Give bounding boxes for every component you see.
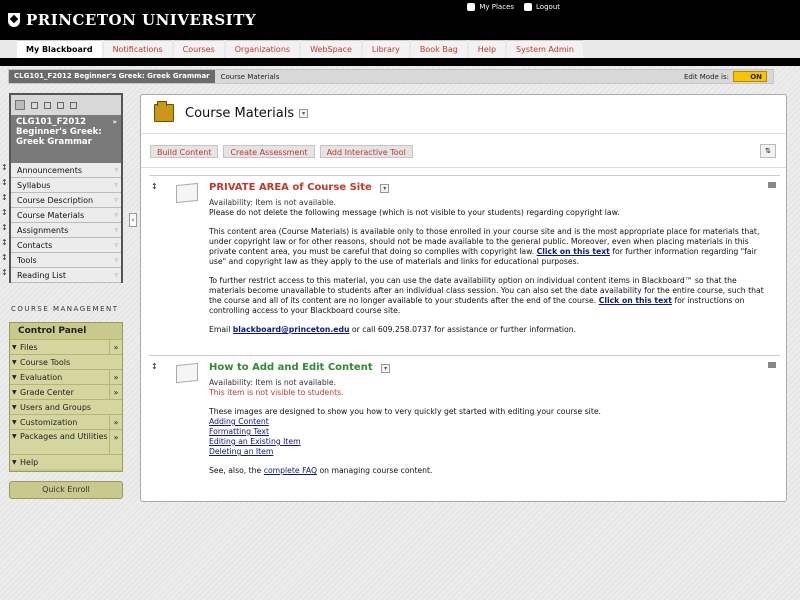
access-control-link[interactable]: Click on this text (598, 296, 672, 305)
expand-icon[interactable]: ▼ (12, 344, 17, 351)
top-header (0, 0, 800, 40)
faq-link[interactable]: complete FAQ (263, 466, 317, 475)
content-item-how-to (149, 355, 780, 487)
logout-icon (524, 3, 532, 11)
document-icon (176, 183, 198, 203)
item-body (209, 378, 769, 476)
university-name: PRINCETON UNIVERSITY (26, 11, 257, 29)
edit-mode (684, 71, 767, 82)
drag-handle-icon[interactable]: ↕ (151, 362, 158, 371)
adding-content-link[interactable]: Adding Content (209, 417, 269, 426)
tab-organizations[interactable]: Organizations (226, 40, 299, 58)
visibility-text: This item is not visible to students. (209, 388, 344, 397)
cp-item-files[interactable]: ▼ Files » (10, 339, 122, 354)
expand-icon[interactable]: ▼ (12, 433, 17, 440)
sort-icon[interactable]: ⇅ (760, 144, 776, 158)
notice-text: Please do not delete the following message (which is not visible to your students) regarding copyright law. (209, 208, 620, 217)
quick-enroll-button[interactable]: Quick Enroll (9, 481, 123, 499)
chevron-down-icon[interactable]: ▿ (114, 226, 118, 234)
expand-icon[interactable]: ▼ (12, 419, 17, 426)
sidebar-item-course-materials[interactable]: Course Materials ▿ (11, 208, 121, 223)
chevron-down-icon[interactable]: ▿ (114, 241, 118, 249)
document-icon (176, 363, 198, 383)
course-menu-chevron-icon[interactable]: » (112, 118, 117, 126)
edit-mode-label: Edit Mode is: (683, 72, 729, 81)
drag-handle-icon[interactable]: ↕ (1, 178, 8, 187)
cp-item-help[interactable]: ▼ Help (10, 454, 122, 469)
sidebar-item-reading-list[interactable]: Reading List ▿ (11, 268, 121, 283)
chevron-down-icon[interactable]: ▿ (114, 271, 118, 279)
course-menu-title[interactable]: CLG101_F2012 Beginner's Greek: Greek Grammar » (11, 115, 121, 163)
drag-handle-icon[interactable]: ↕ (1, 208, 8, 217)
expand-icon[interactable]: ▼ (12, 404, 17, 411)
sidebar-item-contacts[interactable]: Contacts ▿ (11, 238, 121, 253)
sidebar-item-announcements[interactable]: Announcements ▿ (11, 163, 121, 178)
sidebar-item-course-description[interactable]: Course Description ▿ (11, 193, 121, 208)
divider (141, 133, 786, 134)
folder-view-icon[interactable] (44, 102, 51, 109)
logout-link[interactable]: Logout (524, 3, 560, 11)
control-panel-title: Control Panel (18, 326, 87, 336)
chevron-down-icon[interactable]: ▿ (114, 256, 118, 264)
tab-book-bag[interactable]: Book Bag (411, 40, 467, 58)
breadcrumb-page: Course Materials (220, 72, 280, 81)
chevron-down-icon[interactable]: ▿ (114, 181, 118, 189)
help-links (209, 417, 769, 457)
chevron-right-icon[interactable]: » (109, 370, 122, 384)
page-options-chevron-icon[interactable]: ▾ (299, 109, 308, 118)
item-options-icon[interactable] (768, 362, 776, 368)
sidebar-item-syllabus[interactable]: Syllabus ▿ (11, 178, 121, 193)
cp-item-grade-center[interactable]: ▼ Grade Center » (10, 384, 122, 399)
collapse-menu-button[interactable]: ‹ (129, 213, 137, 227)
places-icon (467, 3, 475, 11)
add-interactive-tool-button[interactable]: Add Interactive Tool (320, 145, 413, 158)
add-menu-item-icon[interactable] (15, 100, 25, 110)
tab-system-admin[interactable]: System Admin (507, 40, 583, 58)
chevron-down-icon[interactable]: ▿ (114, 196, 118, 204)
my-places-link[interactable]: My Places (467, 3, 514, 11)
formatting-text-link[interactable]: Formatting Text (209, 427, 269, 436)
top-links (467, 3, 560, 11)
cp-item-course-tools[interactable]: ▼ Course Tools (10, 354, 122, 369)
chevron-down-icon[interactable]: ▿ (114, 166, 118, 174)
tab-notifications[interactable]: Notifications (104, 40, 172, 58)
control-panel (9, 322, 123, 472)
sidebar-item-assignments[interactable]: Assignments ▿ (11, 223, 121, 238)
drag-handle-icon[interactable]: ↕ (151, 182, 158, 191)
tab-courses[interactable]: Courses (174, 40, 224, 58)
deleting-item-link[interactable]: Deleting an Item (209, 447, 274, 456)
menu-view-icon[interactable] (31, 102, 38, 109)
drag-handle-icon[interactable]: ↕ (1, 193, 8, 202)
content-item-private-area (149, 175, 780, 353)
course-menu (9, 93, 123, 283)
item-options-icon[interactable] (768, 182, 776, 188)
chevron-right-icon[interactable]: » (109, 430, 122, 454)
intro-text: These images are designed to show you how to very quickly get started with editing your course site. (209, 407, 602, 416)
item-body (209, 198, 769, 344)
copyright-info-link[interactable]: Click on this text (536, 247, 610, 256)
tab-help[interactable]: Help (469, 40, 505, 58)
copyright-paragraph: This content area (Course Materials) is available only to those enrolled in your course site and is the most appropriate place for materials that, under copyright law or for other reasons, should not be made available to the general public. Moreover, even when placing materials in this private content area, you must be careful that doing so complies with copyright law. Click on this text for further information regarding "fair use" and copyright law as they apply to the use of materials and links for educational purposes. (209, 227, 760, 266)
cp-item-users-and-groups[interactable]: ▼ Users and Groups (10, 399, 122, 414)
refresh-icon[interactable] (57, 102, 64, 109)
email-link[interactable]: blackboard@princeton.edu (232, 325, 350, 334)
course-menu-toolbar (11, 95, 121, 115)
drag-handle-icon[interactable]: ↕ (1, 223, 8, 232)
tab-my-blackboard[interactable]: My Blackboard (17, 40, 102, 58)
drag-handle-icon[interactable]: ↕ (1, 163, 8, 172)
cp-item-packages-and-utilities[interactable]: ▼ Packages and Utilities » (10, 429, 122, 454)
breadcrumb-course[interactable]: CLG101_F2012 Beginner's Greek: Greek Grammar (9, 70, 215, 83)
item-chevron-icon[interactable]: ▾ (380, 184, 389, 193)
item-chevron-icon[interactable]: ▾ (381, 364, 390, 373)
expand-icon[interactable]: ▼ (12, 359, 17, 366)
expand-icon[interactable]: ▼ (12, 389, 17, 396)
page-title: Course Materials (185, 105, 295, 121)
cp-item-customization[interactable]: ▼ Customization » (10, 414, 122, 429)
drag-handle-icon[interactable]: ↕ (1, 238, 8, 247)
content-panel (140, 94, 787, 502)
action-bar (150, 145, 413, 158)
tab-webspace[interactable]: WebSpace (301, 40, 361, 58)
chevron-down-icon[interactable]: ▿ (114, 211, 118, 219)
edit-mode-toggle[interactable]: ON (733, 71, 767, 82)
university-logo[interactable] (8, 11, 256, 29)
build-content-button[interactable]: Build Content (150, 145, 218, 158)
item-title[interactable]: How to Add and Edit Content ▾ (209, 362, 390, 373)
restrict-access-paragraph: To further restrict access to this material, you can use the date availability option on individual content items in Blackboard™ so that the materials become unavailable to students after an individual class session. You can also set the date availability for the entire course, such that the course and all of its content are no longer available to your students after the end of the course. Click on this text for instructions on controlling access to your Blackboard course site. (209, 276, 764, 315)
drag-handle-icon[interactable]: ↕ (1, 268, 8, 277)
item-title[interactable]: PRIVATE AREA of Course Site ▾ (209, 182, 389, 193)
shield-icon (8, 13, 20, 27)
faq-text: See, also, the complete FAQ on managing course content. (209, 466, 433, 475)
editing-item-link[interactable]: Editing an Existing Item (209, 437, 301, 446)
chevron-right-icon[interactable]: » (109, 385, 122, 399)
sidebar-item-tools[interactable]: Tools ▿ (11, 253, 121, 268)
reorder-icon[interactable] (70, 102, 77, 109)
chevron-right-icon[interactable]: » (109, 340, 122, 354)
header-divider (0, 58, 800, 66)
expand-icon[interactable]: ▼ (12, 459, 17, 466)
course-management-title: COURSE MANAGEMENT (11, 305, 119, 313)
availability-text: Availability: Item is not available. (209, 378, 337, 387)
folder-icon (154, 104, 174, 122)
page-header (154, 104, 308, 122)
create-assessment-button[interactable]: Create Assessment (223, 145, 314, 158)
breadcrumb (8, 69, 774, 84)
contact-paragraph: Email blackboard@princeton.edu or call 609.258.0737 for assistance or further information. (209, 325, 577, 334)
tab-library[interactable]: Library (363, 40, 409, 58)
chevron-right-icon[interactable]: » (109, 415, 122, 429)
availability-text: Availability: Item is not available. (209, 198, 337, 207)
drag-handle-icon[interactable]: ↕ (1, 253, 8, 262)
cp-item-evaluation[interactable]: ▼ Evaluation » (10, 369, 122, 384)
main-tabs (17, 40, 585, 58)
divider (141, 167, 786, 168)
expand-icon[interactable]: ▼ (12, 374, 17, 381)
